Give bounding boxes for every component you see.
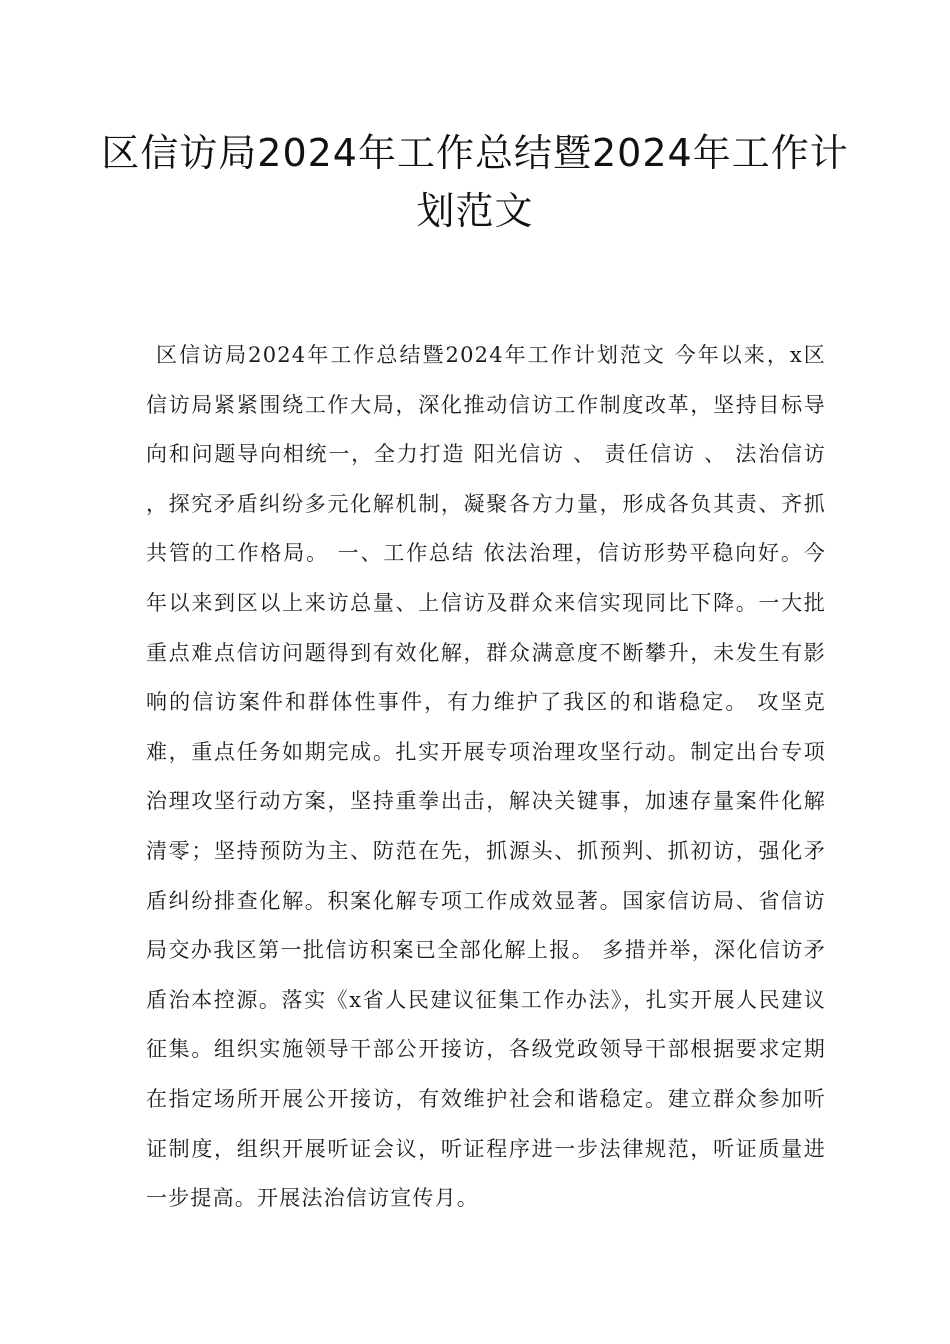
document-title: 区信访局2024年工作总结暨2024年工作计划范文: [101, 131, 849, 233]
document-body: 区信访局2024年工作总结暨2024年工作计划范文 今年以来，x区信访局紧紧围绕工作大局，深化推动信访工作制度改革，坚持目标导向和问题导向相统一，全力打造 阳光信访 、 责任信访 、 法治信访 ，探究矛盾纠纷多元化解机制，凝聚各方力量，形成各负其责、齐抓共管的工作格局。 一、工作总结 依法治理，信访形势平稳向好。今年以来到区以上来访总量、上信访及群众来信实现同比下降。一大批重点难点信访问题得到有效化解，群众满意度不断攀升，未发生有影响的信访案件和群体性事件，有力维护了我区的和谐稳定。 攻坚克难，重点任务如期完成。扎实开展专项治理攻坚行动。制定出台专项治理攻坚行动方案，坚持重拳出击，解决关键事，加速存量案件化解清零；坚持预防为主、防范在先，抓源头、抓预判、抓初访，强化矛盾纠纷排查化解。积案化解专项工作成效显著。国家信访局、省信访局交办我区第一批信访积案已全部化解上报。 多措并举，深化信访矛盾治本控源。落实《x省人民建议征集工作办法》，扎实开展人民建议征集。组织实施领导干部公开接访，各级党政领导干部根据要求定期在指定场所开展公开接访，有效维护社会和谐稳定。建立群众参加听证制度，组织开展听证会议，听证程序进一步法律规范，听证质量进一步提高。开展法治信访宣传月。: [146, 343, 826, 1211]
